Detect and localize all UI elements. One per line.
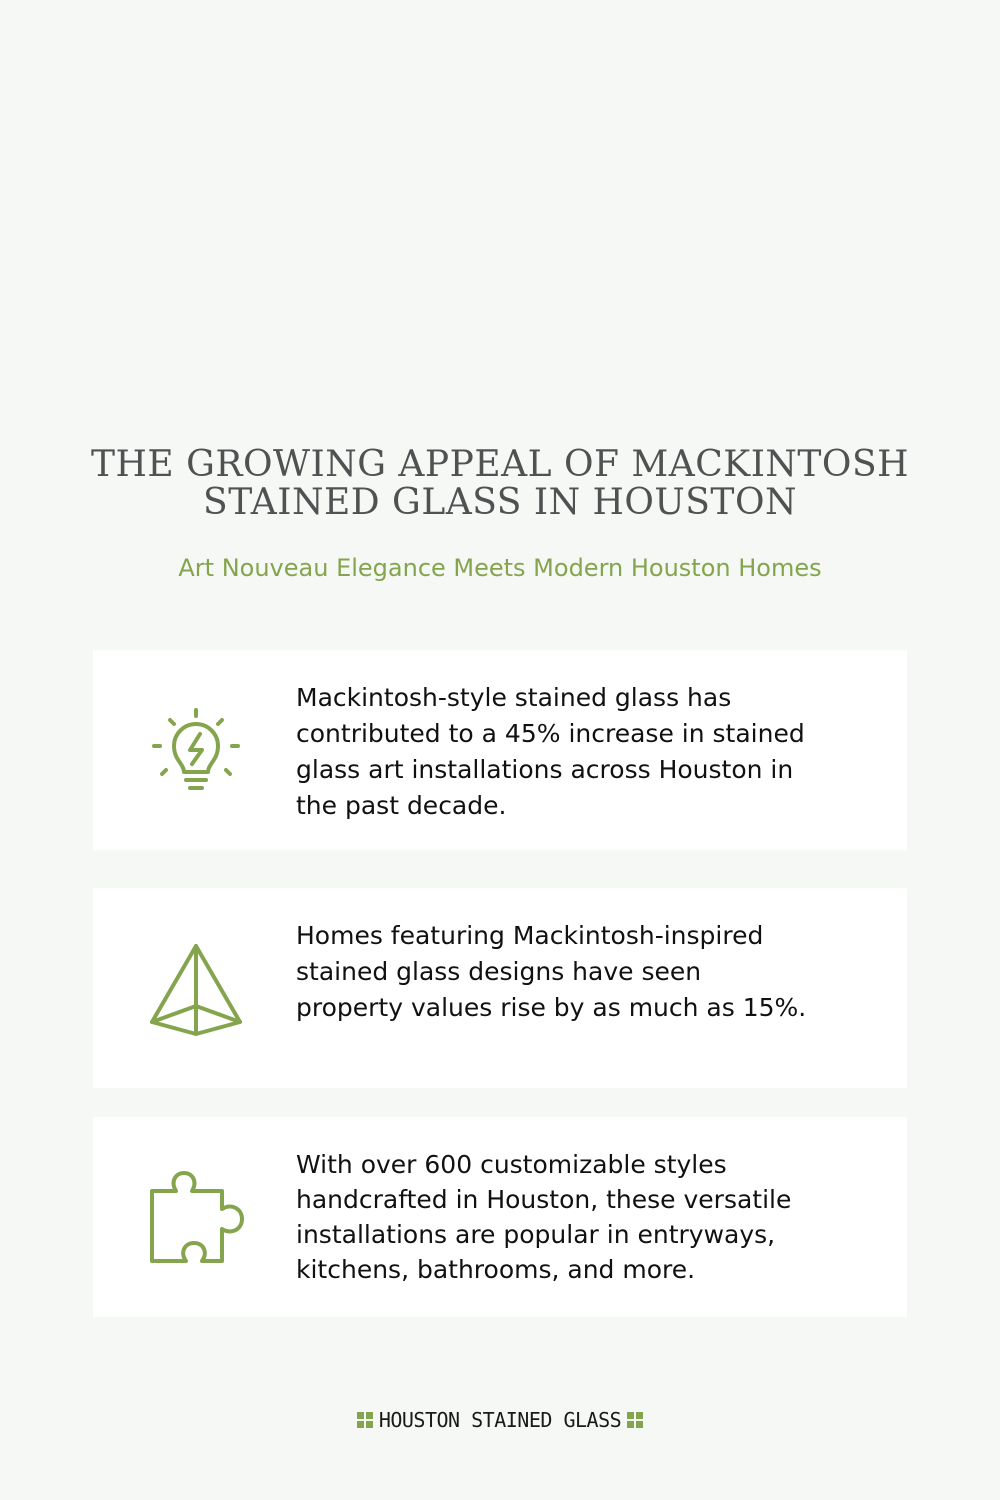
logo-squares-right-icon [627,1412,643,1428]
brand-logo [0,1406,1000,1434]
logo-squares-left-icon [357,1412,373,1428]
brand-name: HOUSTON STAINED GLASS [378,1408,622,1432]
puzzle-piece-icon [148,1169,244,1265]
stat-card-styles [93,1117,907,1317]
lightbulb-icon [148,702,244,798]
stat-card-property-values [93,888,907,1088]
pyramid-icon [148,940,244,1036]
stat-card-text: Mackintosh-style stained glass has contributed to a 45% increase in stained glass art installations across Houston in the past decade. [296,683,805,820]
stat-card-text: Homes featuring Mackintosh-inspired stained glass designs have seen property values rise by as much as 15%. [296,921,807,1022]
page-title-line-2: STAINED GLASS IN HOUSTON [203,482,797,523]
stat-card-installations [93,650,907,850]
stat-card-text: With over 600 customizable styles handcrafted in Houston, these versatile installations are popular in entryways, kitchens, bathrooms, and more. [296,1150,792,1284]
page-subtitle: Art Nouveau Elegance Meets Modern Houston Homes [178,554,822,582]
page-title [60,446,940,522]
page-title-line-1: THE GROWING APPEAL OF MACKINTOSH [90,444,910,485]
